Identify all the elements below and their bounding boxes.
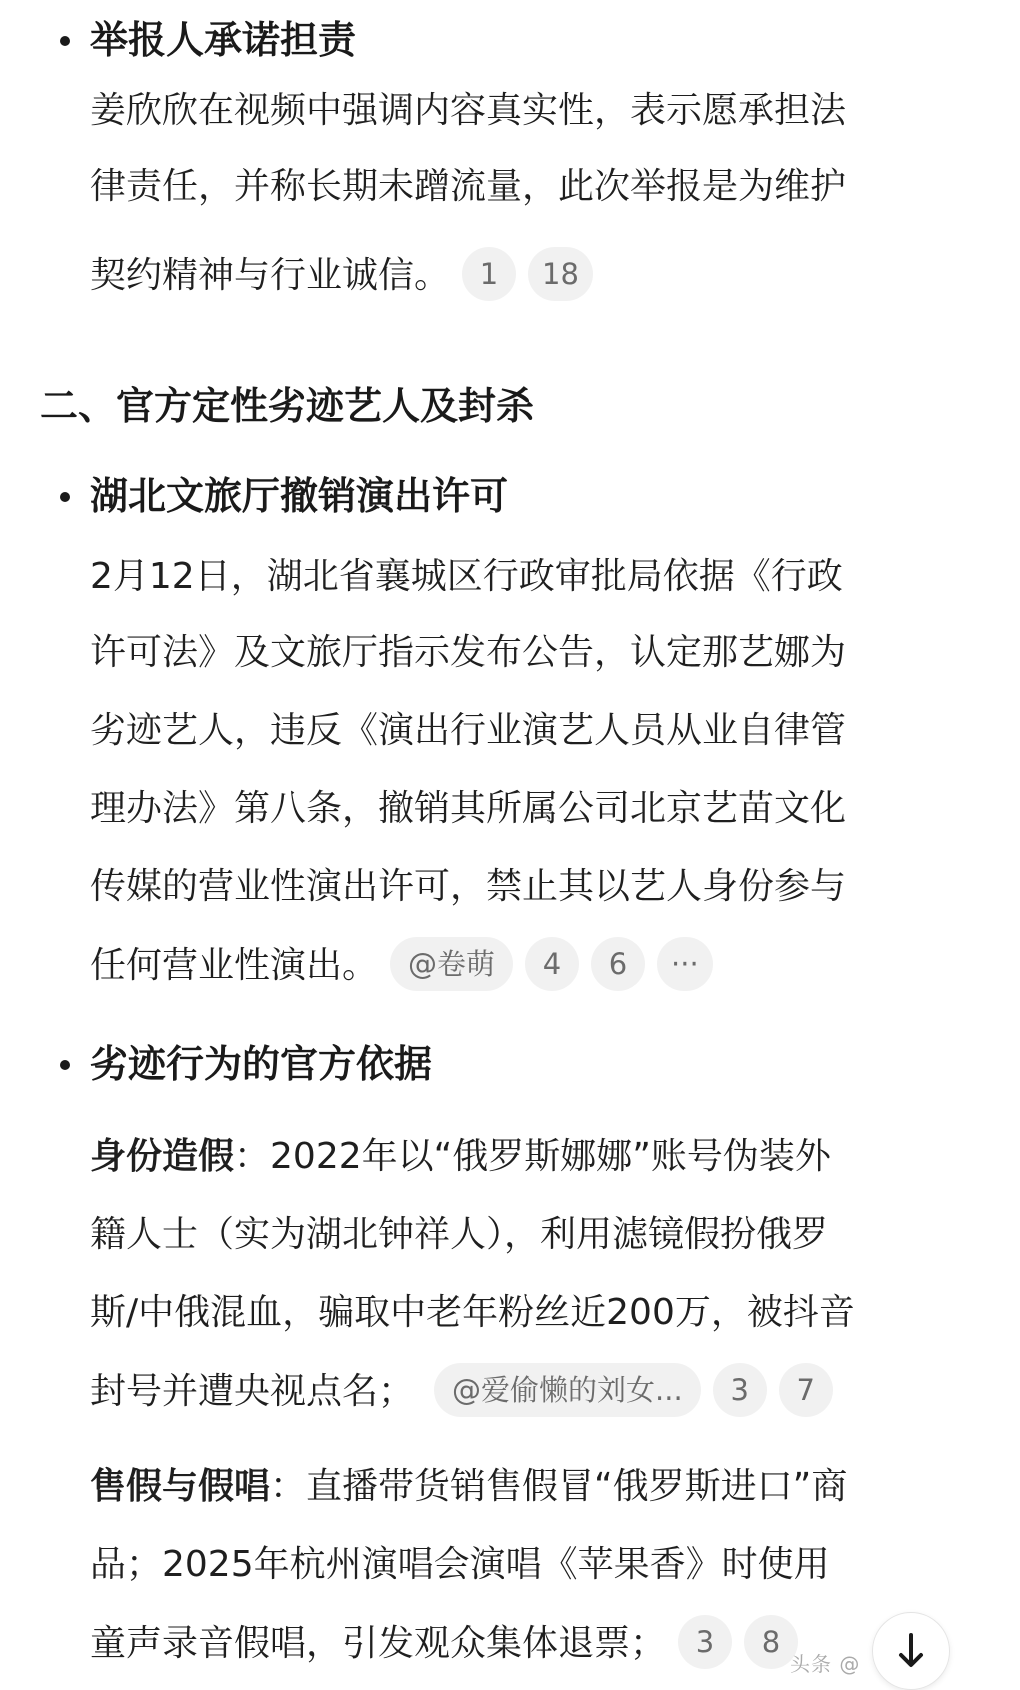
citation-chip[interactable]: 4: [525, 937, 579, 991]
citation-chip[interactable]: 1: [462, 247, 516, 301]
bullet-dot: [60, 492, 70, 502]
paragraph-label: 售假与假唱: [90, 1466, 271, 1507]
more-sources-button[interactable]: ···: [657, 937, 713, 991]
citation-chip[interactable]: 18: [528, 247, 593, 301]
paragraph-line: [90, 1462, 847, 1512]
paragraph-line: 2月12日，湖北省襄城区行政审批局依据《行政: [90, 556, 843, 597]
paragraph-line: 律责任，并称长期未蹭流量，此次举报是为维护: [90, 166, 847, 207]
paragraph-line: 籍人士（实为湖北钟祥人），利用滤镜假扮俄罗: [90, 1214, 829, 1255]
paragraph-line: 品；2025年杭州演唱会演唱《苹果香》时使用: [90, 1544, 830, 1585]
paragraph-line: 理办法》第八条，撤销其所属公司北京艺苗文化: [90, 788, 847, 829]
paragraph-line: [90, 1618, 798, 1672]
bullet-dot: [60, 36, 70, 46]
paragraph-line: 传媒的营业性演出许可，禁止其以艺人身份参与: [90, 866, 847, 907]
arrow-down-icon: [891, 1629, 931, 1673]
paragraph-line: [90, 1132, 831, 1182]
paragraph-line: 斯/中俄混血，骗取中老年粉丝近200万，被抖音: [90, 1292, 855, 1333]
citation-chip[interactable]: 6: [591, 937, 645, 991]
scroll-to-bottom-button[interactable]: [872, 1612, 950, 1690]
paragraph-label: 身份造假: [90, 1136, 235, 1177]
bullet-dot: [60, 1060, 70, 1070]
paragraph-line: [90, 250, 593, 304]
paragraph-text: 任何营业性演出。: [90, 945, 379, 986]
paragraph-line: 许可法》及文旅厅指示发布公告，认定那艺娜为: [90, 632, 847, 673]
heading-official-basis: 劣迹行为的官方依据: [90, 1042, 433, 1086]
heading-license-revoked: 湖北文旅厅撤销演出许可: [90, 474, 509, 518]
citation-chip[interactable]: 3: [678, 1615, 732, 1669]
paragraph-text: ：2022年以“俄罗斯娜娜”账号伪装外: [234, 1136, 831, 1177]
paragraph-line: 劣迹艺人，违反《演出行业演艺人员从业自律管: [90, 710, 847, 751]
citation-chip[interactable]: 7: [779, 1363, 833, 1417]
paragraph-line: [90, 1366, 833, 1420]
citation-chip[interactable]: 3: [713, 1363, 767, 1417]
section-title: 二、官方定性劣迹艺人及封杀: [40, 384, 535, 428]
paragraph-text: 童声录音假唱，引发观众集体退票；: [90, 1623, 667, 1664]
paragraph-text: 封号并遭央视点名；: [90, 1371, 415, 1412]
source-chip[interactable]: @爱偷懒的刘女...: [434, 1363, 701, 1417]
paragraph-text: ：直播带货销售假冒“俄罗斯进口”商: [270, 1466, 848, 1507]
citation-chip[interactable]: 8: [744, 1615, 798, 1669]
paragraph-text: 契约精神与行业诚信。: [90, 255, 451, 296]
heading-reporter-commitment: 举报人承诺担责: [90, 18, 357, 62]
paragraph-line: 姜欣欣在视频中强调内容真实性，表示愿承担法: [90, 90, 847, 131]
paragraph-line: [90, 940, 713, 994]
source-chip[interactable]: @卷萌: [390, 937, 513, 991]
watermark: 头条 @: [790, 1652, 861, 1676]
